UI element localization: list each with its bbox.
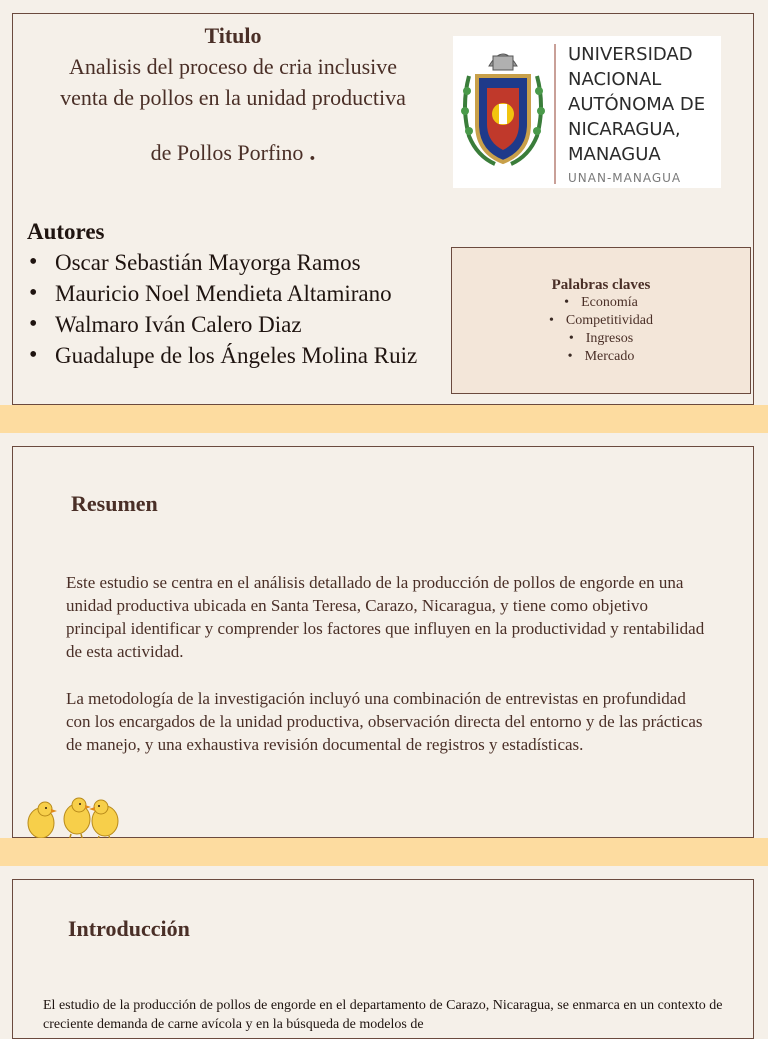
divider-band (0, 405, 768, 433)
introduccion-title: Introducción (68, 916, 190, 941)
title-label: Titulo (204, 23, 262, 48)
authors-block (27, 216, 457, 371)
resumen-title: Resumen (71, 491, 158, 516)
keyword-item: • Ingresos (452, 330, 750, 348)
title-line-1: Analisis del proceso de cria inclusive (68, 54, 398, 79)
logo-line-1: UNIVERSIDAD (568, 44, 693, 65)
keywords-title: Palabras claves (551, 277, 651, 293)
introduccion-paragraph-1: El estudio de la producción de pollos de engorde en el departamento de Carazo, Nicaragua, se enmarca en un contexto de creciente demanda de carne avícola y en la búsqueda de modelos de (43, 998, 723, 1032)
resumen-paragraph-1: Este estudio se centra en el análisis detallado de la producción de pollos de engorde en una unidad productiva ubicada en Santa Teresa, Carazo, Nicaragua, y tiene como objetivo principal identificar y comprender los factores que influyen en la productividad y rentabilidad de esta actividad. (66, 573, 705, 661)
resumen-paragraph-2: La metodología de la investigación incluyó una combinación de entrevistas en profundidad con los encargados de la unidad productiva, observación directa del entorno y de las prácticas de manejo, y una exhaustiva revisión documental de registros y estadísticas. (66, 689, 703, 754)
chick-icon (64, 798, 91, 841)
title-line-3-wrap (33, 137, 433, 169)
university-seal-icon (455, 36, 551, 188)
title-line-2: venta de pollos en la unidad productiva (60, 85, 406, 110)
logo-line-4: NICARAGUA, (568, 119, 681, 140)
logo-line-2: NACIONAL (568, 69, 662, 90)
university-logo (453, 36, 721, 188)
logo-line-3: AUTÓNOMA DE (568, 94, 706, 115)
keywords-list (452, 294, 750, 366)
logo-text (568, 42, 718, 167)
divider-band (0, 838, 768, 866)
logo-subtitle: UNAN-MANAGUA (568, 171, 682, 185)
title-dot: . (309, 140, 316, 166)
header-panel (12, 13, 754, 405)
author-item: • Guadalupe de los Ángeles Molina Ruiz (27, 340, 457, 371)
title-block (33, 20, 433, 169)
keyword-item: • Mercado (452, 348, 750, 366)
authors-heading: Autores (27, 219, 105, 244)
title-line-3: de Pollos Porfino (150, 140, 304, 165)
author-item: • Oscar Sebastián Mayorga Ramos (27, 247, 457, 278)
author-item: • Mauricio Noel Mendieta Altamirano (27, 278, 457, 309)
keywords-box (451, 247, 751, 394)
keyword-item: • Competitividad (452, 312, 750, 330)
authors-list (27, 247, 457, 371)
logo-line-5: MANAGUA (568, 144, 661, 165)
introduccion-panel (12, 879, 754, 1039)
author-item: • Walmaro Iván Calero Diaz (27, 309, 457, 340)
resumen-panel (12, 446, 754, 838)
keyword-item: • Economía (452, 294, 750, 312)
logo-divider (554, 44, 556, 184)
chick-icon (28, 802, 57, 843)
chick-icon (89, 800, 118, 843)
